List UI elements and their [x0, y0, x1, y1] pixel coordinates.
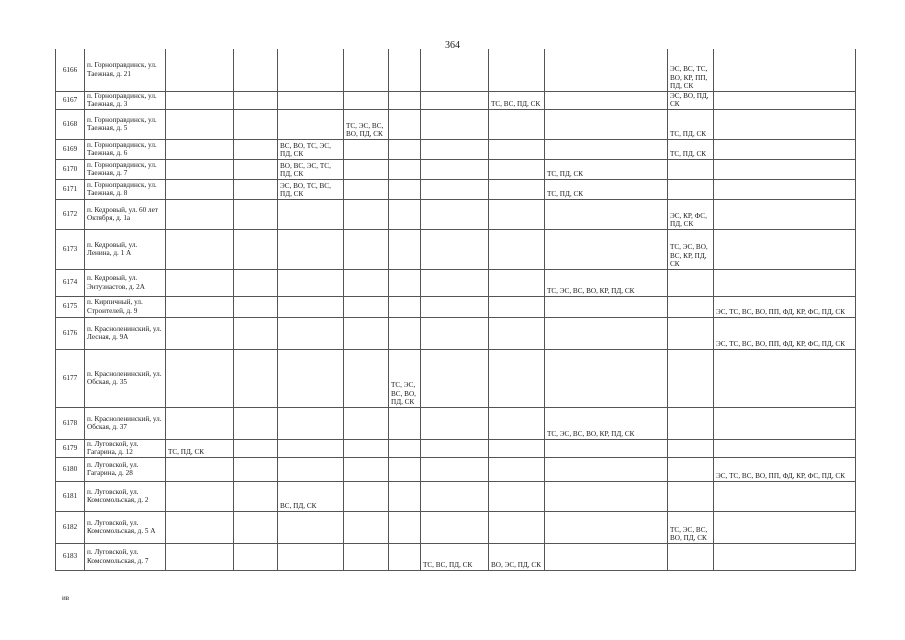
work-type-cell-7: ВО, ЭС, ПД, СК [489, 543, 545, 570]
address-cell: п. Красноленинский, ул. Обская, д. 35 [85, 349, 166, 407]
work-type-cell-8 [545, 49, 668, 91]
work-type-cell-1 [166, 457, 234, 481]
work-type-cell-6 [421, 269, 489, 296]
work-type-cell-4 [344, 229, 389, 269]
work-type-cell-7 [489, 407, 545, 439]
work-type-cell-1 [166, 109, 234, 139]
address-cell: п. Луговской, ул. Комсомольская, д. 7 [85, 543, 166, 570]
work-type-cell-1 [166, 49, 234, 91]
work-type-cell-5 [389, 439, 421, 457]
work-type-cell-3 [278, 296, 344, 317]
table-row [56, 179, 856, 199]
work-type-cell-10 [714, 91, 856, 109]
address-cell: п. Горноправдинск, ул. Таежная, д. 3 [85, 91, 166, 109]
address-cell: п. Кирпичный, ул. Строителей, д. 9 [85, 296, 166, 317]
row-number: 6169 [56, 139, 85, 159]
work-type-cell-3: ВС, ВО, ТС, ЭС, ПД, СК [278, 139, 344, 159]
work-type-cell-7 [489, 49, 545, 91]
work-type-cell-9 [668, 269, 714, 296]
work-type-cell-5 [389, 159, 421, 179]
row-number: 6172 [56, 199, 85, 229]
work-type-cell-4 [344, 199, 389, 229]
work-type-cell-5 [389, 543, 421, 570]
address-cell: п. Горноправдинск, ул. Таежная, д. 6 [85, 139, 166, 159]
row-number: 6176 [56, 317, 85, 349]
work-type-cell-3 [278, 49, 344, 91]
row-number: 6179 [56, 439, 85, 457]
work-type-cell-1 [166, 296, 234, 317]
row-number: 6170 [56, 159, 85, 179]
work-type-cell-6 [421, 439, 489, 457]
work-type-cell-2 [234, 439, 278, 457]
work-type-cell-4 [344, 481, 389, 511]
work-type-cell-3: ЭС, ВО, ТС, ВС, ПД, СК [278, 179, 344, 199]
address-cell: п. Красноленинский, ул. Лесная, д. 9А [85, 317, 166, 349]
work-type-cell-9: ЭС, КР, ФС, ПД, СК [668, 199, 714, 229]
work-type-cell-1 [166, 511, 234, 543]
row-number: 6182 [56, 511, 85, 543]
work-type-cell-9 [668, 317, 714, 349]
work-type-cell-4 [344, 159, 389, 179]
address-cell: п. Кедровый, ул. 60 лет Октября, д. 1а [85, 199, 166, 229]
work-type-cell-9 [668, 407, 714, 439]
work-type-cell-1: ТС, ПД, СК [166, 439, 234, 457]
row-number: 6166 [56, 49, 85, 91]
work-type-cell-10 [714, 199, 856, 229]
work-type-cell-2 [234, 179, 278, 199]
work-type-cell-3 [278, 511, 344, 543]
table-row [56, 349, 856, 407]
page-number: 364 [445, 40, 460, 51]
work-type-cell-9: ЭС, ВС, ТС, ВО, КР, ПП, ПД, СК [668, 49, 714, 91]
work-type-cell-9 [668, 543, 714, 570]
work-type-cell-9: ТС, ПД, СК [668, 109, 714, 139]
work-type-cell-5 [389, 109, 421, 139]
work-type-cell-2 [234, 407, 278, 439]
work-type-cell-10 [714, 109, 856, 139]
work-type-cell-1 [166, 407, 234, 439]
work-type-cell-7: ТС, ВС, ПД, СК [489, 91, 545, 109]
work-type-cell-4 [344, 457, 389, 481]
work-type-cell-3: ВО, ВС, ЭС, ТС, ПД, СК [278, 159, 344, 179]
row-number: 6175 [56, 296, 85, 317]
work-type-cell-9 [668, 349, 714, 407]
work-type-cell-1 [166, 139, 234, 159]
work-type-cell-1 [166, 269, 234, 296]
work-type-cell-8 [545, 296, 668, 317]
work-type-cell-4 [344, 269, 389, 296]
work-type-cell-5 [389, 49, 421, 91]
table-row [56, 49, 856, 91]
work-type-cell-10: ЭС, ТС, ВС, ВО, ПП, ФД, КР, ФС, ПД, СК [714, 457, 856, 481]
table-body [56, 49, 856, 570]
work-type-cell-1 [166, 199, 234, 229]
work-type-cell-2 [234, 481, 278, 511]
work-type-cell-6 [421, 457, 489, 481]
row-number: 6171 [56, 179, 85, 199]
work-type-cell-2 [234, 296, 278, 317]
address-cell: п. Красноленинский, ул. Обская, д. 37 [85, 407, 166, 439]
work-type-cell-6 [421, 511, 489, 543]
row-number: 6167 [56, 91, 85, 109]
work-type-cell-2 [234, 199, 278, 229]
work-type-cell-2 [234, 109, 278, 139]
work-type-cell-2 [234, 457, 278, 481]
table-row [56, 439, 856, 457]
table-row [56, 229, 856, 269]
work-type-cell-9 [668, 439, 714, 457]
work-type-cell-9: ТС, ЭС, ВО, ВС, КР, ПД, СК [668, 229, 714, 269]
work-type-cell-4 [344, 349, 389, 407]
table-row [56, 109, 856, 139]
row-number: 6173 [56, 229, 85, 269]
table-row [56, 269, 856, 296]
work-type-cell-6 [421, 317, 489, 349]
work-type-cell-4 [344, 317, 389, 349]
work-type-cell-3 [278, 91, 344, 109]
row-number: 6183 [56, 543, 85, 570]
work-type-cell-2 [234, 229, 278, 269]
work-type-cell-6 [421, 159, 489, 179]
work-type-cell-2 [234, 317, 278, 349]
work-type-cell-3 [278, 317, 344, 349]
row-number: 6178 [56, 407, 85, 439]
work-type-cell-10 [714, 139, 856, 159]
work-type-cell-2 [234, 543, 278, 570]
work-type-cell-1 [166, 481, 234, 511]
work-type-cell-9 [668, 481, 714, 511]
work-type-cell-4 [344, 139, 389, 159]
address-cell: п. Кедровый, ул. Ленина, д. 1 А [85, 229, 166, 269]
address-cell: п. Луговской, ул. Комсомольская, д. 2 [85, 481, 166, 511]
address-cell: п. Горноправдинск, ул. Таежная, д. 5 [85, 109, 166, 139]
work-type-cell-5 [389, 269, 421, 296]
table-row [56, 199, 856, 229]
work-type-cell-4: ТС, ЭС, ВС, ВО, ПД, СК [344, 109, 389, 139]
work-type-cell-2 [234, 49, 278, 91]
work-type-cell-8 [545, 439, 668, 457]
work-type-cell-6 [421, 481, 489, 511]
work-type-cell-6: ТС, ВС, ПД, СК [421, 543, 489, 570]
work-type-cell-9: ТС, ЭС, ВС, ВО, ПД, СК [668, 511, 714, 543]
address-cell: п. Горноправдинск, ул. Таежная, д. 7 [85, 159, 166, 179]
table-row [56, 139, 856, 159]
work-type-cell-5 [389, 317, 421, 349]
work-type-cell-7 [489, 269, 545, 296]
row-number: 6168 [56, 109, 85, 139]
work-type-cell-4 [344, 179, 389, 199]
work-type-cell-7 [489, 139, 545, 159]
work-type-cell-8 [545, 457, 668, 481]
work-type-cell-6 [421, 139, 489, 159]
work-type-cell-7 [489, 109, 545, 139]
work-type-cell-10 [714, 229, 856, 269]
work-type-cell-5 [389, 139, 421, 159]
table-row [56, 481, 856, 511]
work-type-cell-2 [234, 139, 278, 159]
work-type-cell-7 [489, 159, 545, 179]
work-type-cell-2 [234, 91, 278, 109]
work-type-cell-3 [278, 199, 344, 229]
work-type-cell-3 [278, 109, 344, 139]
work-type-cell-8 [545, 109, 668, 139]
table-row [56, 511, 856, 543]
work-type-cell-2 [234, 349, 278, 407]
work-type-cell-3 [278, 543, 344, 570]
work-type-cell-8: ТС, ПД, СК [545, 179, 668, 199]
work-type-cell-6 [421, 296, 489, 317]
work-type-cell-4 [344, 91, 389, 109]
work-type-cell-3 [278, 439, 344, 457]
work-type-cell-3 [278, 269, 344, 296]
table-row [56, 296, 856, 317]
work-type-cell-9 [668, 457, 714, 481]
address-cell: п. Кедровый, ул. Энтузиастов, д. 2А [85, 269, 166, 296]
work-type-cell-8 [545, 317, 668, 349]
work-type-cell-9 [668, 159, 714, 179]
work-type-cell-5 [389, 199, 421, 229]
work-type-cell-10 [714, 269, 856, 296]
address-cell: п. Горноправдинск, ул. Таежная, д. 21 [85, 49, 166, 91]
work-type-cell-7 [489, 511, 545, 543]
work-type-cell-6 [421, 179, 489, 199]
work-type-cell-6 [421, 109, 489, 139]
work-type-cell-10 [714, 439, 856, 457]
work-type-cell-9: ТС, ПД, СК [668, 139, 714, 159]
work-type-cell-10 [714, 349, 856, 407]
work-type-cell-6 [421, 349, 489, 407]
table-row [56, 317, 856, 349]
work-type-cell-1 [166, 91, 234, 109]
table-row [56, 457, 856, 481]
work-type-cell-4 [344, 511, 389, 543]
work-type-cell-6 [421, 407, 489, 439]
work-type-cell-6 [421, 91, 489, 109]
work-type-cell-9: ЭС, ВО, ПД, СК [668, 91, 714, 109]
work-type-cell-6 [421, 49, 489, 91]
row-number: 6177 [56, 349, 85, 407]
work-type-cell-5: ТС, ЭС, ВС, ВО, ПД, СК [389, 349, 421, 407]
work-type-cell-3 [278, 407, 344, 439]
work-type-cell-8 [545, 229, 668, 269]
work-type-cell-7 [489, 349, 545, 407]
work-type-cell-5 [389, 481, 421, 511]
work-type-cell-9 [668, 296, 714, 317]
work-type-cell-8 [545, 91, 668, 109]
row-number: 6174 [56, 269, 85, 296]
work-type-cell-7 [489, 439, 545, 457]
work-type-cell-4 [344, 407, 389, 439]
row-number: 6180 [56, 457, 85, 481]
work-type-cell-10 [714, 511, 856, 543]
address-cell: п. Луговской, ул. Комсомольская, д. 5 А [85, 511, 166, 543]
work-type-cell-1 [166, 179, 234, 199]
work-type-cell-8 [545, 349, 668, 407]
work-type-cell-10: ЭС, ТС, ВС, ВО, ПП, ФД, КР, ФС, ПД, СК [714, 296, 856, 317]
work-type-cell-2 [234, 511, 278, 543]
work-type-cell-7 [489, 317, 545, 349]
work-type-cell-8 [545, 199, 668, 229]
work-type-cell-5 [389, 296, 421, 317]
work-type-cell-7 [489, 296, 545, 317]
work-type-cell-5 [389, 229, 421, 269]
register-table [55, 49, 856, 571]
row-number: 6181 [56, 481, 85, 511]
work-type-cell-7 [489, 457, 545, 481]
table-row [56, 543, 856, 570]
work-type-cell-7 [489, 179, 545, 199]
table-row [56, 91, 856, 109]
work-type-cell-3 [278, 229, 344, 269]
work-type-cell-8: ТС, ЭС, ВС, ВО, КР, ПД, СК [545, 269, 668, 296]
work-type-cell-1 [166, 349, 234, 407]
work-type-cell-10: ЭС, ТС, ВС, ВО, ПП, ФД, КР, ФС, ПД, СК [714, 317, 856, 349]
work-type-cell-10 [714, 49, 856, 91]
work-type-cell-9 [668, 179, 714, 199]
work-type-cell-1 [166, 317, 234, 349]
work-type-cell-1 [166, 159, 234, 179]
work-type-cell-10 [714, 179, 856, 199]
work-type-cell-5 [389, 407, 421, 439]
work-type-cell-3 [278, 457, 344, 481]
work-type-cell-2 [234, 269, 278, 296]
work-type-cell-5 [389, 179, 421, 199]
work-type-cell-10 [714, 407, 856, 439]
work-type-cell-3 [278, 349, 344, 407]
footer-initials: ив [62, 594, 70, 602]
work-type-cell-4 [344, 49, 389, 91]
work-type-cell-8: ТС, ПД, СК [545, 159, 668, 179]
work-type-cell-3: ВС, ПД, СК [278, 481, 344, 511]
work-type-cell-8 [545, 139, 668, 159]
address-cell: п. Горноправдинск, ул. Таежная, д. 8 [85, 179, 166, 199]
work-type-cell-10 [714, 481, 856, 511]
work-type-cell-6 [421, 199, 489, 229]
work-type-cell-8 [545, 511, 668, 543]
work-type-cell-4 [344, 296, 389, 317]
work-type-cell-5 [389, 457, 421, 481]
work-type-cell-8: ТС, ЭС, ВС, ВО, КР, ПД, СК [545, 407, 668, 439]
work-type-cell-5 [389, 91, 421, 109]
work-type-cell-4 [344, 439, 389, 457]
work-type-cell-1 [166, 229, 234, 269]
address-cell: п. Луговской, ул. Гагарина, д. 12 [85, 439, 166, 457]
work-type-cell-5 [389, 511, 421, 543]
work-type-cell-4 [344, 543, 389, 570]
table-row [56, 407, 856, 439]
work-type-cell-8 [545, 481, 668, 511]
address-cell: п. Луговской, ул. Гагарина, д. 28 [85, 457, 166, 481]
work-type-cell-2 [234, 159, 278, 179]
work-type-cell-10 [714, 543, 856, 570]
work-type-cell-10 [714, 159, 856, 179]
work-type-cell-7 [489, 199, 545, 229]
work-type-cell-8 [545, 543, 668, 570]
work-type-cell-6 [421, 229, 489, 269]
work-type-cell-7 [489, 229, 545, 269]
work-type-cell-7 [489, 481, 545, 511]
work-type-cell-1 [166, 543, 234, 570]
table-row [56, 159, 856, 179]
